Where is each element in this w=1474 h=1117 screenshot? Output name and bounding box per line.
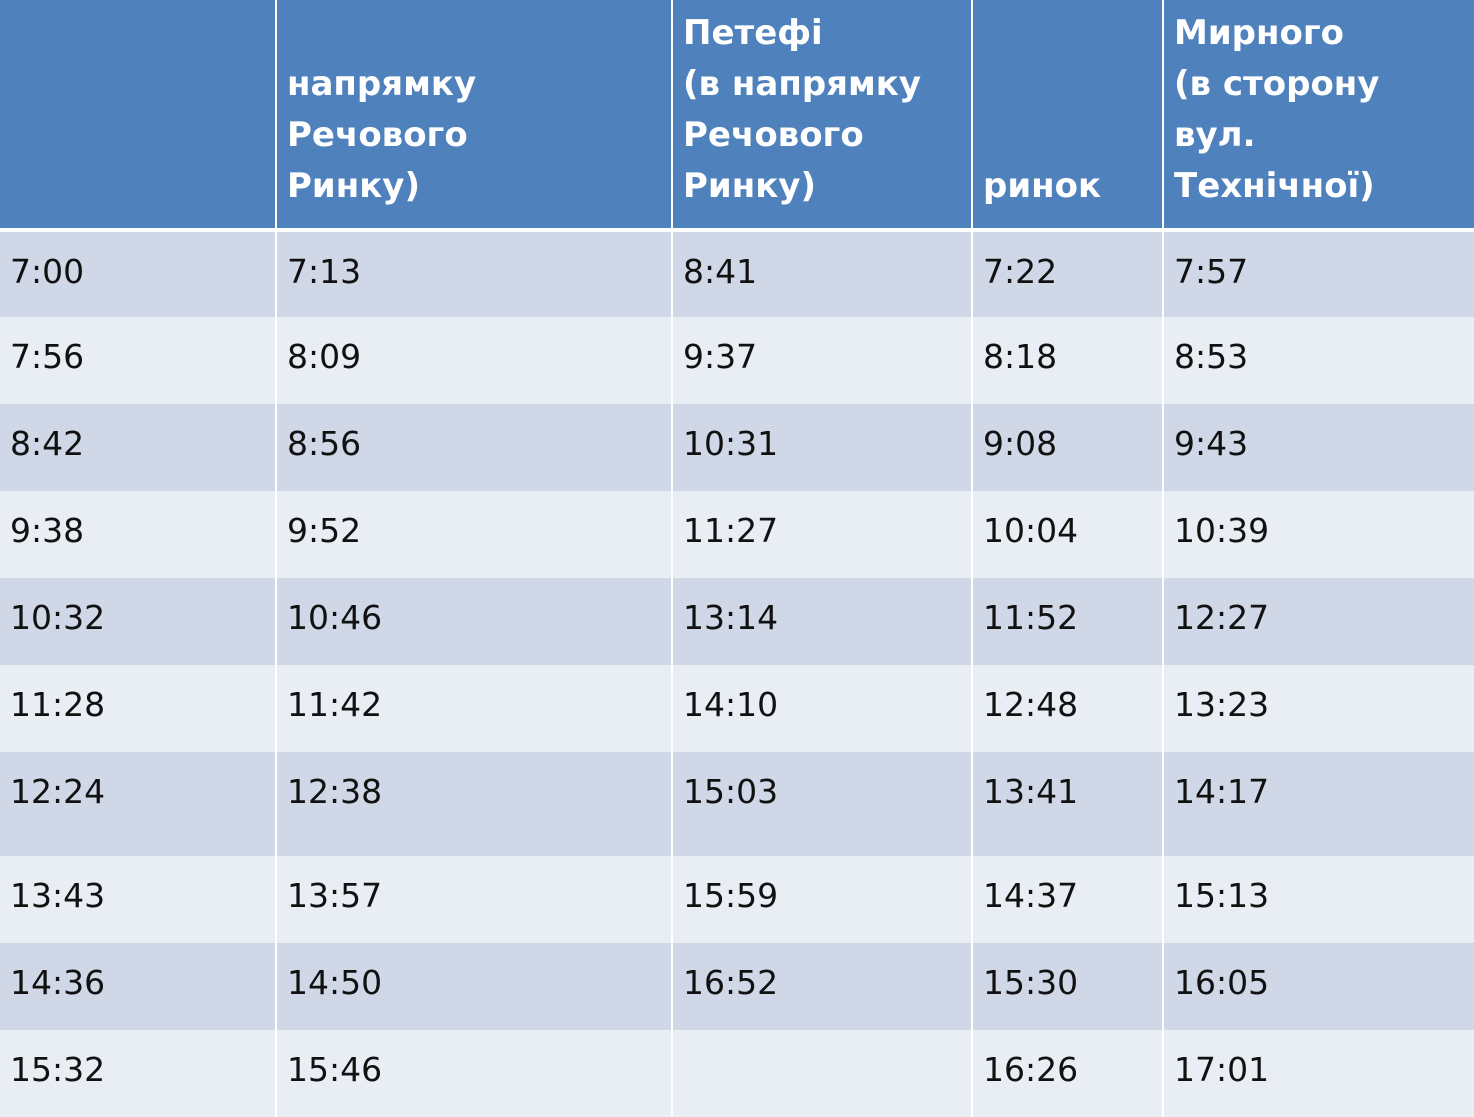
table-cell: 13:41: [972, 752, 1163, 856]
table-cell: 13:57: [276, 856, 672, 943]
table-header: [0, 0, 1474, 230]
table-cell: 11:52: [972, 578, 1163, 665]
table-cell: 14:50: [276, 943, 672, 1030]
table-cell: 8:56: [276, 404, 672, 491]
header-cell-3: ринок: [972, 0, 1163, 230]
table-cell: 11:27: [672, 491, 972, 578]
table-row: [0, 578, 1474, 665]
table-cell: 15:13: [1163, 856, 1474, 943]
header-cell-0: [0, 0, 276, 230]
table-cell: 7:57: [1163, 230, 1474, 317]
table-cell: 8:41: [672, 230, 972, 317]
table-row: [0, 317, 1474, 404]
table-cell: 16:26: [972, 1030, 1163, 1117]
table-body: [0, 230, 1474, 1117]
table-row: [0, 665, 1474, 752]
table-cell: 14:37: [972, 856, 1163, 943]
header-cell-1: напрямку Речового Ринку): [276, 0, 672, 230]
table-cell: 14:17: [1163, 752, 1474, 856]
table-cell: 10:46: [276, 578, 672, 665]
table-row: [0, 856, 1474, 943]
table-cell: 9:37: [672, 317, 972, 404]
table-cell: 10:04: [972, 491, 1163, 578]
table-cell: 9:52: [276, 491, 672, 578]
table-row: [0, 404, 1474, 491]
table-cell: 7:56: [0, 317, 276, 404]
table-cell: [672, 1030, 972, 1117]
table-cell: 12:48: [972, 665, 1163, 752]
table-cell: 12:38: [276, 752, 672, 856]
header-cell-2: Петефі (в напрямку Речового Ринку): [672, 0, 972, 230]
table-cell: 10:31: [672, 404, 972, 491]
table-cell: 16:52: [672, 943, 972, 1030]
table-cell: 15:46: [276, 1030, 672, 1117]
header-cell-4: Мирного (в сторону вул. Технічної): [1163, 0, 1474, 230]
table-cell: 13:23: [1163, 665, 1474, 752]
table-cell: 15:03: [672, 752, 972, 856]
table-cell: 11:42: [276, 665, 672, 752]
table-cell: 14:10: [672, 665, 972, 752]
table-cell: 9:43: [1163, 404, 1474, 491]
table-cell: 13:43: [0, 856, 276, 943]
table-cell: 13:14: [672, 578, 972, 665]
table-cell: 9:38: [0, 491, 276, 578]
table-cell: 8:53: [1163, 317, 1474, 404]
table-row: [0, 491, 1474, 578]
table-row: [0, 1030, 1474, 1117]
table-cell: 8:18: [972, 317, 1163, 404]
table-cell: 8:42: [0, 404, 276, 491]
header-row: [0, 0, 1474, 230]
table-cell: 16:05: [1163, 943, 1474, 1030]
table-cell: 12:24: [0, 752, 276, 856]
table-cell: 7:00: [0, 230, 276, 317]
table-cell: 14:36: [0, 943, 276, 1030]
table-cell: 10:32: [0, 578, 276, 665]
table-cell: 15:32: [0, 1030, 276, 1117]
table-cell: 11:28: [0, 665, 276, 752]
table-cell: 8:09: [276, 317, 672, 404]
table-cell: 12:27: [1163, 578, 1474, 665]
table-cell: 10:39: [1163, 491, 1474, 578]
table-cell: 7:13: [276, 230, 672, 317]
table-cell: 17:01: [1163, 1030, 1474, 1117]
table-cell: 15:59: [672, 856, 972, 943]
table-cell: 15:30: [972, 943, 1163, 1030]
table-cell: 7:22: [972, 230, 1163, 317]
table-cell: 9:08: [972, 404, 1163, 491]
table-row: [0, 943, 1474, 1030]
table-row: [0, 230, 1474, 317]
table-row: [0, 752, 1474, 856]
